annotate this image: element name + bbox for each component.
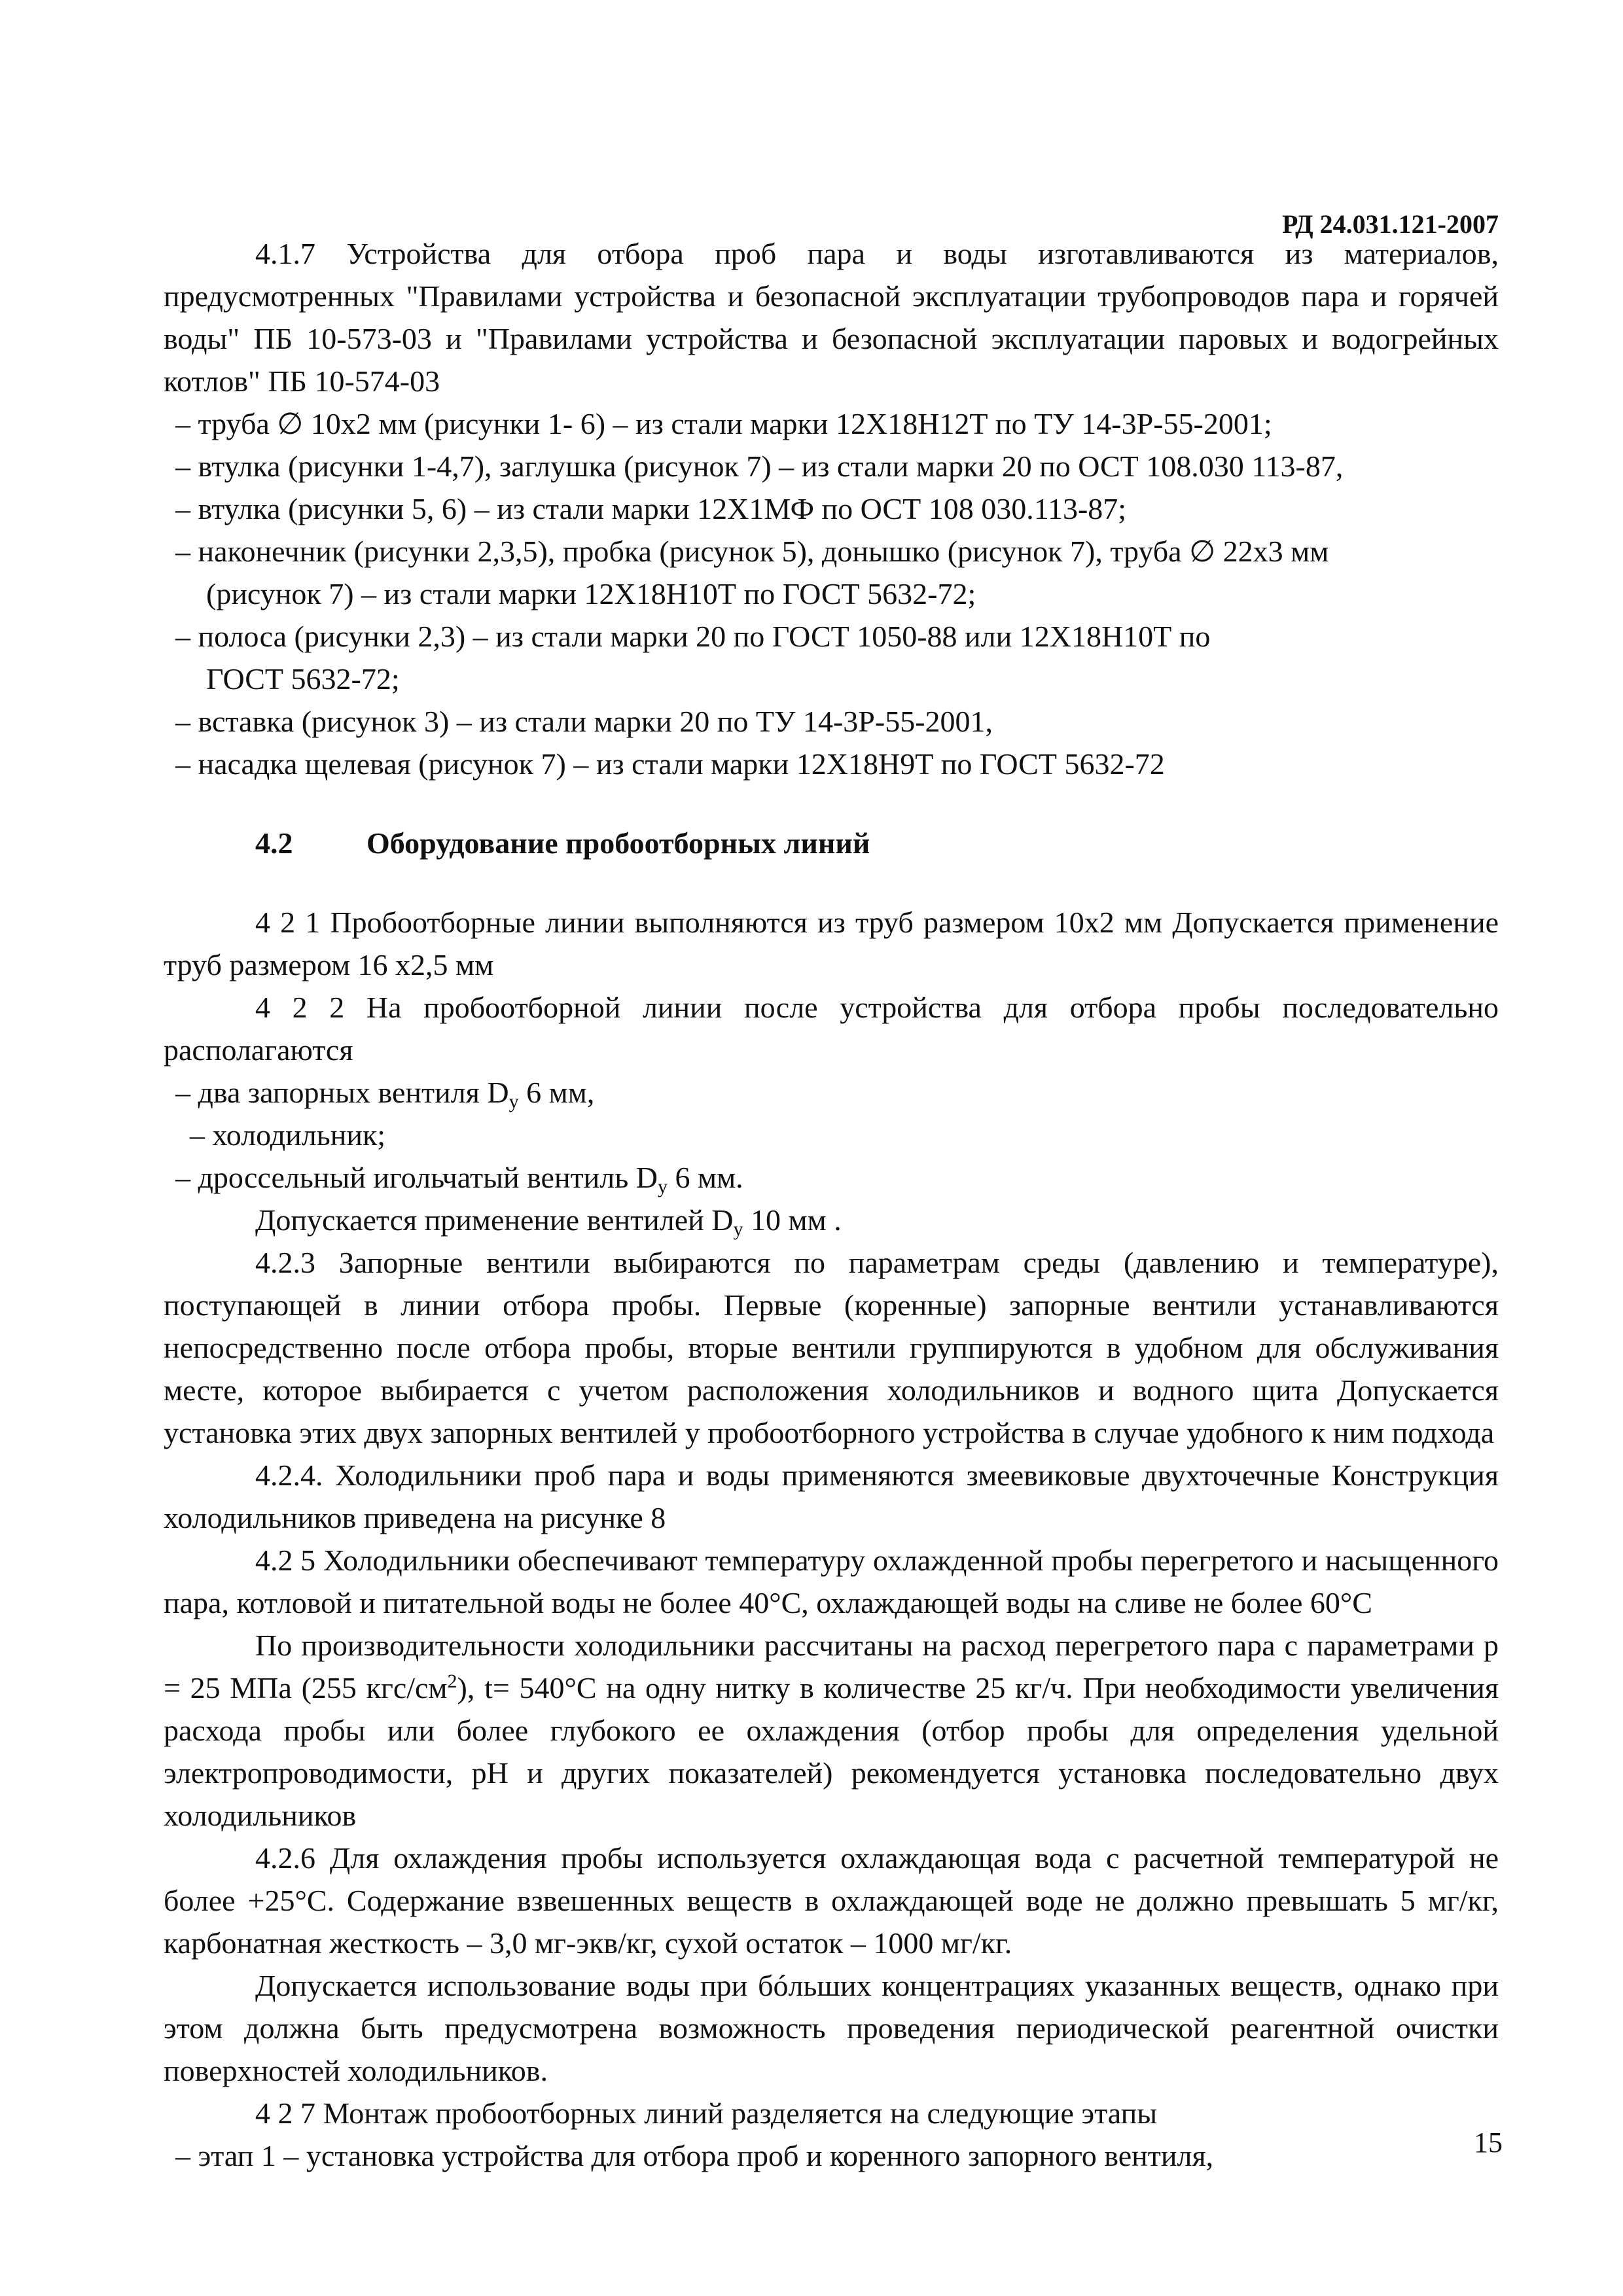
subscript: y bbox=[733, 1218, 743, 1240]
paragraph-4-2-7: 4 2 7 Монтаж пробоотборных линий разделяется на следующие этапы bbox=[255, 2096, 1158, 2130]
list-item: – наконечник (рисунки 2,3,5), пробка (рисунок 5), донышко (рисунок 7), труба ∅ 22х3 мм bbox=[175, 535, 1329, 568]
list-item: – вставка (рисунок 3) – из стали марки 20 по ТУ 14-3Р-55-2001, bbox=[175, 705, 993, 738]
paragraph-text: По производительности холодильники рассчитаны на расход перегретого пара с параметрами р = 25 МПа (255 кгс/см bbox=[164, 1629, 1499, 1704]
list-item: – труба ∅ 10х2 мм (рисунки 1- 6) – из стали марки 12Х18Н12Т по ТУ 14-3Р-55-2001; bbox=[175, 407, 1272, 440]
list-item bbox=[164, 1071, 1499, 1114]
subscript: y bbox=[657, 1176, 668, 1197]
list-item-text: – два запорных вентиля D bbox=[175, 1076, 509, 1109]
list-item-text: – дроссельный игольчатый вентиль D bbox=[175, 1161, 658, 1194]
superscript: 2 bbox=[447, 1670, 457, 1692]
paragraph-text: ), t= 540°С на одну нитку в количестве 25 кг/ч. При необходимости увеличения расхода пробы или более глубокого ее охлаждения (отбор пробы для определения удельной электропроводимости, рН и других показателей) рекомендуется установка последовательно двух холодильников bbox=[164, 1671, 1499, 1832]
list-item: – полоса (рисунки 2,3) – из стали марки 20 по ГОСТ 1050-88 или 12Х18Н10Т по bbox=[175, 620, 1211, 653]
paragraph-4-2-2: 4 2 2 На пробоотборной линии после устройства для отбора пробы последовательно располагаются bbox=[164, 991, 1499, 1067]
paragraph-4-2-6-allowance: Допускается использование воды при бóльших концентрациях указанных веществ, однако при этом должна быть предусмотрена возможность проведения периодической реагентной очистки поверхностей холодильников. bbox=[164, 1969, 1499, 2087]
list-item bbox=[164, 1156, 1499, 1199]
section-title: Оборудование пробоотборных линий bbox=[366, 826, 870, 860]
list-item: – насадка щелевая (рисунок 7) – из стали марки 12Х18Н9Т по ГОСТ 5632-72 bbox=[175, 747, 1165, 781]
paragraph-4-2-5: 4.2 5 Холодильники обеспечивают температуру охлажденной пробы перегретого и насыщенного пара, котловой и питательной воды не более 40°С, охлаждающей воды на сливе не более 60°С bbox=[164, 1544, 1499, 1619]
paragraph-4-1-7: 4.1.7 Устройства для отбора проб пара и воды изготавливаются из материалов, предусмотренных "Правилами устройства и безопасной эксплуатации трубопроводов пара и горячей воды" ПБ 10-573-03 и "Правилами устройства и безопасной эксплуатации паровых и водогрейных котлов" ПБ 10-574-03 bbox=[164, 237, 1499, 398]
list-item-text: 6 мм, bbox=[518, 1076, 595, 1109]
paragraph-text: 10 мм . bbox=[743, 1203, 842, 1237]
paragraph-text: Допускается применение вентилей D bbox=[255, 1203, 734, 1237]
list-item-text: 6 мм. bbox=[667, 1161, 743, 1194]
subscript: y bbox=[508, 1091, 519, 1112]
page-content bbox=[164, 232, 1499, 2177]
section-number: 4.2 bbox=[255, 826, 293, 860]
paragraph-4-2-6: 4.2.6 Для охлаждения пробы используется охлаждающая вода с расчетной температурой не более +25°С. Содержание взвешенных веществ в охлаждающей воде не должно превышать 5 мг/кг, карбонатная жесткость – 3,0 мг-экв/кг, сухой остаток – 1000 мг/кг. bbox=[164, 1841, 1499, 1960]
paragraph-allowance bbox=[164, 1199, 1499, 1241]
paragraph-4-2-1: 4 2 1 Пробоотборные линии выполняются из труб размером 10х2 мм Допускается применение труб размером 16 х2,5 мм bbox=[164, 906, 1499, 981]
page-number: 15 bbox=[1474, 2127, 1503, 2159]
list-item: – втулка (рисунки 1-4,7), заглушка (рисунок 7) – из стали марки 20 по ОСТ 108.030 113-87, bbox=[175, 450, 1344, 483]
section-heading-4-2 bbox=[164, 822, 1499, 864]
list-item: – втулка (рисунки 5, 6) – из стали марки 12Х1МФ по ОСТ 108 030.113-87; bbox=[175, 492, 1127, 525]
list-item: – этап 1 – установка устройства для отбора проб и коренного запорного вентиля, bbox=[175, 2139, 1214, 2172]
paragraph-4-2-4: 4.2.4. Холодильники проб пара и воды применяются змеевиковые двухточечные Конструкция холодильников приведена на рисунке 8 bbox=[164, 1458, 1499, 1534]
document-code-header: РД 24.031.121-2007 bbox=[1282, 209, 1499, 239]
list-item: – холодильник; bbox=[190, 1118, 386, 1152]
list-item-continuation: (рисунок 7) – из стали марки 12Х18Н10Т по ГОСТ 5632-72; bbox=[206, 577, 976, 610]
paragraph-4-2-5-performance bbox=[164, 1624, 1499, 1837]
list-item-continuation: ГОСТ 5632-72; bbox=[206, 662, 400, 696]
paragraph-4-2-3: 4.2.3 Запорные вентили выбираются по параметрам среды (давлению и температуре), поступающей в линии отбора пробы. Первые (коренные) запорные вентили устанавливаются непосредственно после отбора пробы, вторые вентили группируются в удобном для обслуживания месте, которое выбирается с учетом расположения холодильников и водного щита Допускается установка этих двух запорных вентилей у пробоотборного устройства в случае удобного к ним подхода bbox=[164, 1246, 1499, 1449]
